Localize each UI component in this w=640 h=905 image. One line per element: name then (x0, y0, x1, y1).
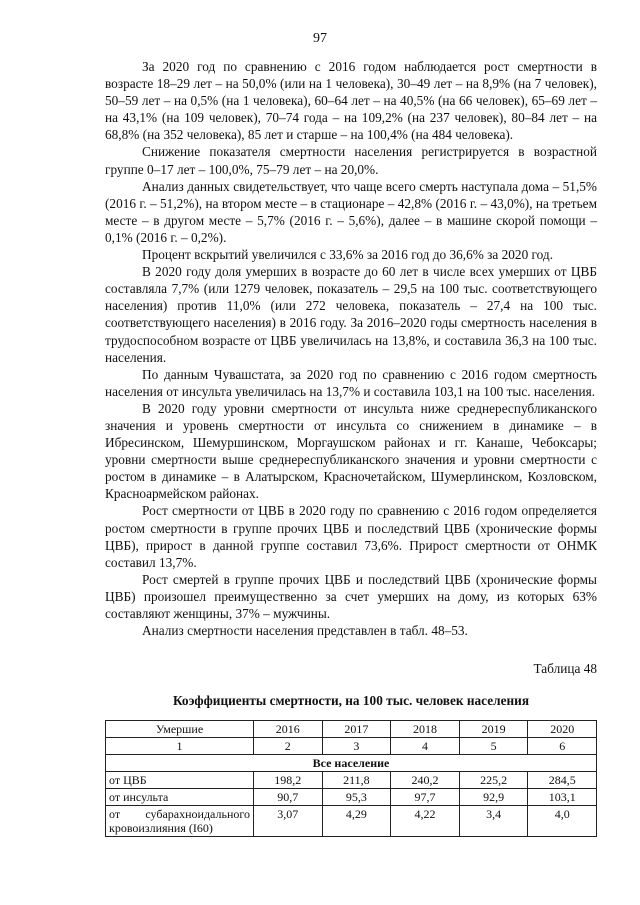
header-cell: 2017 (322, 721, 391, 738)
column-number-row (106, 738, 597, 755)
section-row (106, 755, 597, 772)
table-header-row (106, 721, 597, 738)
column-number-cell: 1 (106, 738, 254, 755)
table-row (106, 806, 597, 837)
section-title: Все население (106, 755, 597, 772)
paragraph-mortality-decline: Снижение показателя смертности населения регистрируется в возрастной группе 0–17 лет – 100,0%, 75–79 лет – на 20,0%. (105, 144, 597, 177)
table-cell: 4,0 (528, 806, 597, 837)
table-cell: 225,2 (459, 772, 528, 789)
column-number-cell: 2 (254, 738, 323, 755)
table-cell: 4,22 (391, 806, 460, 837)
table-cell: 240,2 (391, 772, 460, 789)
table-cell: 4,29 (322, 806, 391, 837)
table-row (106, 789, 597, 806)
header-cell: 2016 (254, 721, 323, 738)
paragraph-cvd-growth: Рост смертности от ЦВБ в 2020 году по сравнению с 2016 годом определяется ростом смертности в группе прочих ЦВБ и последствий ЦВБ (хронические формы ЦВБ), прирост в данной группе составил 73,6%. Прирост смертности от ОНМК составил 13,7%. (105, 503, 597, 570)
table-row (106, 772, 597, 789)
table-cell: 3,07 (254, 806, 323, 837)
table-cell: 103,1 (528, 789, 597, 806)
row-label: от инсульта (106, 789, 254, 806)
table-caption: Коэффициенты смертности, на 100 тыс. человек населения (172, 693, 530, 708)
paragraph-mortality-growth-by-age: За 2020 год по сравнению с 2016 годом наблюдается рост смертности в возрасте 18–29 лет – на 50,0% (или на 1 человека), 30–49 лет – на 8,9% (на 7 человек), 50–59 лет – на 0,5% (на 1 человека), 60–64 лет – на 40,5% (на 66 человек), 65–69 лет – на 43,1% (на 109 человек), 70–74 года – на 109,2% (на 237 человек), 80–84 лет – на 68,8% (на 352 человека), 85 лет и старше – на 100,4% (на 484 человека). (105, 59, 597, 143)
table-label: Таблица 48 (533, 661, 597, 676)
column-number-cell: 5 (459, 738, 528, 755)
paragraph-regional-levels: В 2020 году уровни смертности от инсульта ниже среднереспубликанского значения и уровень смертности от инсульта со снижением в динамике – в Ибресинском, Шемуршинском, Моргаушском районах и гг. Канаше, Чебоксары; уровни смертности выше среднереспубликанского значения и уровни смертности с ростом в динамике – в Алатырском, Красночетайском, Шумерлинском, Козловском, Красноармейском районах. (105, 400, 597, 502)
column-number-cell: 6 (528, 738, 597, 755)
header-cell: 2018 (391, 721, 460, 738)
paragraph-chuvashstat-stroke: По данным Чувашстата, за 2020 год по сравнению с 2016 годом смертность населения от инсульта увеличилась на 13,7% и составила 103,1 на 100 тыс. населения. (105, 366, 597, 399)
row-label: от субарахноидального кровоизлияния (I60) (106, 806, 254, 837)
table-cell: 198,2 (254, 772, 323, 789)
table-cell: 211,8 (322, 772, 391, 789)
paragraph-place-of-death: Анализ данных свидетельствует, что чаще всего смерть наступала дома – 51,5% (2016 г. – 51,2%), на втором месте – в стационаре – 42,8% (2016 г. – 43,0%), на третьем месте – в другом месте – 5,7% (2016 г. – 5,6%), далее – в машине скорой помощи – 0,1% (2016 г. – 0,2%). (105, 178, 597, 245)
header-cell: 2019 (459, 721, 528, 738)
row-label: от ЦВБ (106, 772, 254, 789)
table-cell: 97,7 (391, 789, 460, 806)
page-number: 97 (313, 31, 327, 46)
paragraph-home-deaths: Рост смертей в группе прочих ЦВБ и последствий ЦВБ (хронические формы ЦВБ) произошел преимущественно за счет умерших на дому, из которых 63% составляют женщины, 37% – мужчины. (105, 571, 597, 621)
mortality-table (105, 720, 597, 837)
table-cell: 3,4 (459, 806, 528, 837)
table-cell: 92,9 (459, 789, 528, 806)
paragraph-autopsy-rate: Процент вскрытий увеличился с 33,6% за 2016 год до 36,6% за 2020 год. (142, 247, 554, 263)
column-number-cell: 4 (391, 738, 460, 755)
paragraph-under-60-share: В 2020 году доля умерших в возрасте до 60 лет в числе всех умерших от ЦВБ составляла 7,7% (или 1279 человек, показатель – 29,5 на 100 тыс. соответствующего населения) против 11,0% (или 272 человека, показатель – 27,4 на 100 тыс. соответствующего населения) в 2016 году. За 2016–2020 годы смертность населения в трудоспособном возрасте от ЦВБ увеличилась на 13,8%, и составила 36,3 на 100 тыс. населения. (105, 264, 597, 365)
paragraph-table-reference: Анализ смертности населения представлен в табл. 48–53. (142, 623, 468, 639)
table-cell: 284,5 (528, 772, 597, 789)
table-cell: 95,3 (322, 789, 391, 806)
header-cell: Умершие (106, 721, 254, 738)
table-cell: 90,7 (254, 789, 323, 806)
body-text (105, 58, 597, 639)
column-number-cell: 3 (322, 738, 391, 755)
header-cell: 2020 (528, 721, 597, 738)
